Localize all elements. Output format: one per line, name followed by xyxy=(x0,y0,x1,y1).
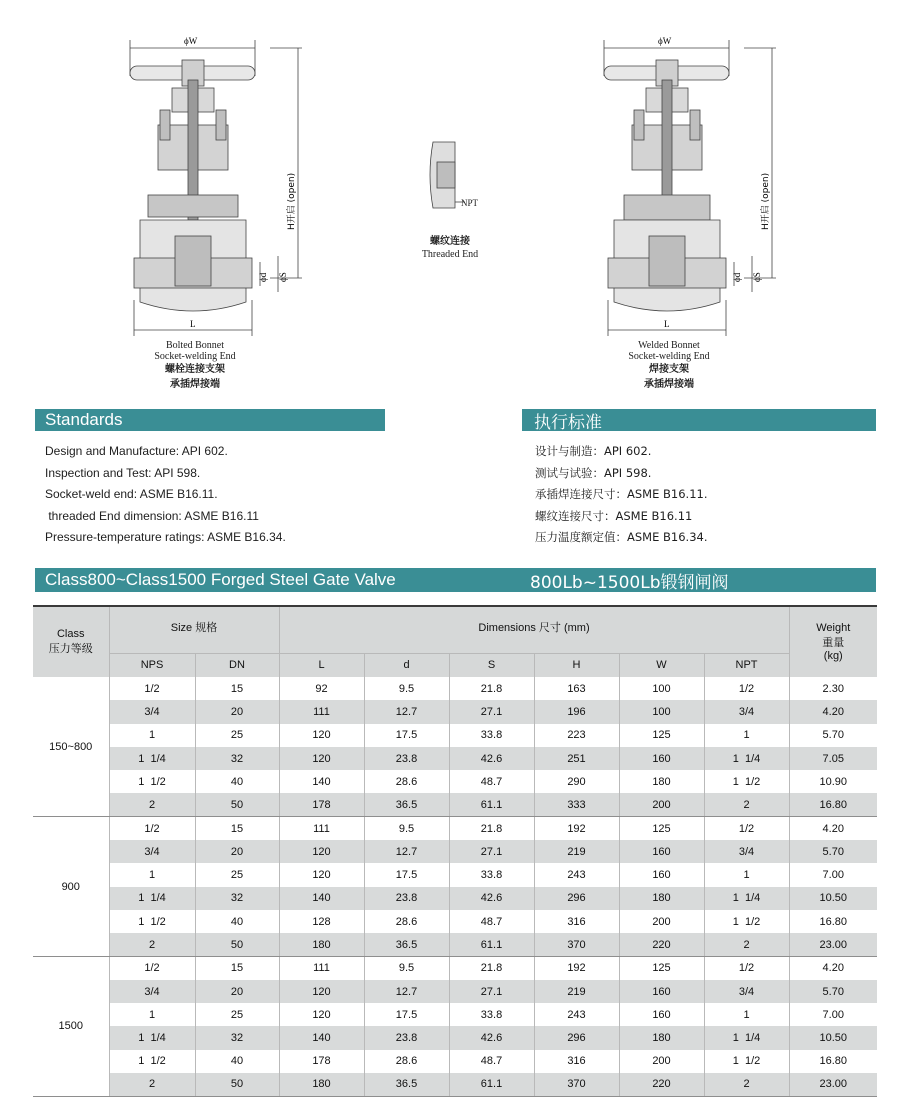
table-cell: 160 xyxy=(619,747,704,770)
table-cell: 32 xyxy=(195,747,279,770)
class-cell: 150~800 xyxy=(33,677,109,817)
table-cell: 92 xyxy=(279,677,364,700)
table-cell: 42.6 xyxy=(449,887,534,910)
npt-label: NPT xyxy=(461,198,479,208)
caption-cn-line1: 螺栓连接支架 xyxy=(165,364,225,375)
table-cell: 125 xyxy=(619,957,704,980)
table-cell: 111 xyxy=(279,817,364,840)
table-cell: 180 xyxy=(619,887,704,910)
product-title-bar xyxy=(35,568,876,592)
table-cell: 5.70 xyxy=(789,980,877,1003)
dim-s-label: ϕS xyxy=(752,272,762,282)
table-cell: 200 xyxy=(619,1050,704,1073)
table-cell: 3/4 xyxy=(704,700,789,723)
table-cell: 42.6 xyxy=(449,747,534,770)
table-cell: 178 xyxy=(279,1050,364,1073)
table-cell: 48.7 xyxy=(449,910,534,933)
col-header-d: d xyxy=(364,653,449,677)
table-cell: 28.6 xyxy=(364,910,449,933)
table-cell: 25 xyxy=(195,863,279,886)
table-cell: 1 xyxy=(109,863,195,886)
table-cell: 1/2 xyxy=(109,957,195,980)
table-cell: 10.50 xyxy=(789,1026,877,1049)
table-cell: 16.80 xyxy=(789,793,877,816)
table-cell: 27.1 xyxy=(449,700,534,723)
table-cell: 1 1/2 xyxy=(704,770,789,793)
table-cell: 50 xyxy=(195,793,279,816)
table-cell: 1/2 xyxy=(109,677,195,700)
dim-h-label: H开启 (open) xyxy=(287,172,297,230)
dim-d-label: ϕd xyxy=(732,272,742,282)
table-cell: 1 xyxy=(704,724,789,747)
table-cell: 7.05 xyxy=(789,747,877,770)
table-cell: 17.5 xyxy=(364,724,449,747)
standards-en-item: Pressure-temperature ratings: ASME B16.34. xyxy=(45,530,286,544)
table-cell: 10.90 xyxy=(819,775,848,788)
table-cell: 7.00 xyxy=(822,869,844,882)
right-valve-drawing xyxy=(594,30,794,340)
table-cell: 1 1/4 xyxy=(704,887,789,910)
table-cell: 370 xyxy=(534,1073,619,1096)
col-header-dn: DN xyxy=(195,653,279,677)
standards-cn-list xyxy=(535,441,895,549)
threaded-caption-cn: 螺纹连接 xyxy=(430,236,470,247)
table-cell: 33.8 xyxy=(449,724,534,747)
table-cell: 1/2 xyxy=(704,677,789,700)
table-cell: 27.1 xyxy=(449,980,534,1003)
table-cell: 160 xyxy=(619,840,704,863)
table-cell: 316 xyxy=(534,1050,619,1073)
table-cell: 21.8 xyxy=(449,817,534,840)
table-cell: 1/2 xyxy=(704,957,789,980)
table-cell: 192 xyxy=(534,817,619,840)
table-row xyxy=(33,1050,877,1073)
table-cell: 32 xyxy=(195,1026,279,1049)
table-cell: 23.8 xyxy=(364,887,449,910)
caption-en-line2: Socket-welding End xyxy=(628,351,710,362)
table-cell: 1 1/2 xyxy=(109,910,195,933)
header-weight-unit: (kg) xyxy=(823,650,843,662)
product-title-cn: 800Lb~1500Lb锻钢闸阀 xyxy=(530,572,729,593)
table-cell: 61.1 xyxy=(449,1073,534,1096)
dim-s-label: ϕS xyxy=(278,272,288,282)
header-weight xyxy=(789,606,877,677)
table-cell: 15 xyxy=(195,957,279,980)
table-cell: 61.1 xyxy=(449,933,534,956)
header-dimensions: Dimensions 尺寸 (mm) xyxy=(279,606,789,653)
table-cell: 120 xyxy=(279,747,364,770)
table-cell: 111 xyxy=(279,957,364,980)
table-cell: 1 1/2 xyxy=(704,910,789,933)
standards-en-list xyxy=(45,441,465,549)
table-cell: 160 xyxy=(619,1003,704,1026)
table-cell: 25 xyxy=(195,724,279,747)
header-weight-cn: 重量 xyxy=(822,637,845,649)
table-cell: 1 1/4 xyxy=(109,1026,195,1049)
table-cell: 200 xyxy=(619,910,704,933)
table-cell: 219 xyxy=(534,980,619,1003)
table-cell: 1 xyxy=(109,724,195,747)
table-cell: 9.5 xyxy=(364,677,449,700)
right-drawing-caption xyxy=(594,340,744,392)
standards-en-title: Standards xyxy=(45,410,123,429)
table-cell: 128 xyxy=(279,910,364,933)
table-cell: 120 xyxy=(279,980,364,1003)
threaded-end-drawing xyxy=(425,140,495,215)
table-cell: 1 1/4 xyxy=(109,887,195,910)
table-cell: 4.20 xyxy=(789,700,877,723)
table-cell: 163 xyxy=(534,677,619,700)
caption-en-line1: Bolted Bonnet xyxy=(165,340,225,351)
table-cell: 125 xyxy=(619,724,704,747)
table-cell: 3/4 xyxy=(109,840,195,863)
table-cell: 1 1/4 xyxy=(109,747,195,770)
left-drawing-caption xyxy=(120,340,270,392)
table-row xyxy=(33,817,877,840)
table-cell: 219 xyxy=(534,840,619,863)
table-row xyxy=(33,1026,877,1049)
dim-w-label: ϕW xyxy=(184,36,198,46)
table-cell: 3/4 xyxy=(109,700,195,723)
table-cell: 111 xyxy=(279,700,364,723)
table-cell: 2 xyxy=(704,933,789,956)
table-cell: 1 xyxy=(704,1003,789,1026)
table-cell: 2 xyxy=(704,1073,789,1096)
caption-cn-line2: 承插焊接端 xyxy=(644,379,694,390)
table-cell: 223 xyxy=(534,724,619,747)
table-row xyxy=(33,840,877,863)
caption-cn-line2: 承插焊接端 xyxy=(170,379,220,390)
table-cell: 180 xyxy=(619,770,704,793)
table-cell: 333 xyxy=(534,793,619,816)
table-cell: 20 xyxy=(195,700,279,723)
table-cell: 9.5 xyxy=(364,957,449,980)
table-cell: 16.80 xyxy=(819,1055,848,1068)
table-cell: 21.8 xyxy=(449,957,534,980)
table-cell: 12.7 xyxy=(364,840,449,863)
table-cell: 2 xyxy=(109,1073,195,1096)
standards-en-item: Socket-weld end: ASME B16.11. xyxy=(45,487,218,501)
table-cell: 1/2 xyxy=(704,817,789,840)
table-cell: 1 xyxy=(109,1003,195,1026)
table-cell: 36.5 xyxy=(364,1073,449,1096)
standards-en-item: Inspection and Test: API 598. xyxy=(45,465,201,480)
caption-en-line2: Socket-welding End xyxy=(154,351,236,362)
table-cell: 33.8 xyxy=(449,863,534,886)
dim-d-label: ϕd xyxy=(258,272,268,282)
col-header-w: W xyxy=(619,653,704,677)
table-cell: 100 xyxy=(619,677,704,700)
table-row xyxy=(33,677,877,700)
table-cell: 23.8 xyxy=(364,747,449,770)
caption-cn-line1: 焊接支架 xyxy=(649,364,689,375)
table-cell: 192 xyxy=(534,957,619,980)
table-row xyxy=(33,700,877,723)
table-cell: 3/4 xyxy=(704,980,789,1003)
table-cell: 1 1/4 xyxy=(704,1026,789,1049)
dimensions-table xyxy=(33,605,877,1097)
table-row xyxy=(33,1073,877,1096)
standards-cn-item: 承插焊连接尺寸：ASME B16.11. xyxy=(535,487,708,501)
table-cell: 36.5 xyxy=(364,793,449,816)
table-row xyxy=(33,770,877,793)
table-cell: 178 xyxy=(279,793,364,816)
table-cell: 316 xyxy=(534,910,619,933)
table-cell: 17.5 xyxy=(364,863,449,886)
table-body xyxy=(33,677,877,1096)
table-cell: 200 xyxy=(619,793,704,816)
table-cell: 9.5 xyxy=(364,817,449,840)
standards-cn-item: 设计与制造：API 602. xyxy=(535,444,652,458)
table-cell: 33.8 xyxy=(449,1003,534,1026)
table-cell: 243 xyxy=(534,1003,619,1026)
standards-cn-item: 螺纹连接尺寸：ASME B16.11 xyxy=(535,508,693,523)
table-cell: 20 xyxy=(195,840,279,863)
table-cell: 5.70 xyxy=(789,840,877,863)
table-cell: 296 xyxy=(534,1026,619,1049)
threaded-caption-en: Threaded End xyxy=(421,249,479,260)
table-cell: 27.1 xyxy=(449,840,534,863)
left-valve-drawing xyxy=(120,30,320,340)
table-cell: 3/4 xyxy=(704,840,789,863)
table-cell: 40 xyxy=(195,770,279,793)
table-cell: 1 xyxy=(704,863,789,886)
table-cell: 100 xyxy=(619,700,704,723)
header-size: Size 规格 xyxy=(109,606,279,653)
table-cell: 296 xyxy=(534,887,619,910)
table-cell: 7.00 xyxy=(822,1008,844,1021)
table-cell: 23.00 xyxy=(789,933,877,956)
table-cell: 3/4 xyxy=(109,980,195,1003)
table-cell: 42.6 xyxy=(449,1026,534,1049)
standards-cn-item: 压力温度额定值：ASME B16.34. xyxy=(535,530,708,544)
table-cell: 48.7 xyxy=(449,1050,534,1073)
standards-en-item: threaded End dimension: ASME B16.11 xyxy=(45,508,259,523)
table-row xyxy=(33,1003,877,1026)
table-cell: 160 xyxy=(619,980,704,1003)
dim-w-label: ϕW xyxy=(658,36,672,46)
class-cell: 1500 xyxy=(33,957,109,1097)
col-header-nps: NPS xyxy=(109,653,195,677)
table-cell: 28.6 xyxy=(364,1050,449,1073)
table-cell: 220 xyxy=(619,933,704,956)
table-cell: 140 xyxy=(279,770,364,793)
table-cell: 180 xyxy=(279,933,364,956)
product-title-en: Class800~Class1500 Forged Steel Gate Valve xyxy=(45,570,396,589)
table-cell: 12.7 xyxy=(364,980,449,1003)
table-cell: 290 xyxy=(534,770,619,793)
standards-en-item: Design and Manufacture: API 602. xyxy=(45,444,228,458)
table-cell: 61.1 xyxy=(449,793,534,816)
table-cell: 15 xyxy=(195,817,279,840)
table-cell: 5.70 xyxy=(822,729,844,742)
table-cell: 180 xyxy=(279,1073,364,1096)
table-cell: 140 xyxy=(279,887,364,910)
table-cell: 160 xyxy=(619,863,704,886)
header-class xyxy=(33,606,109,677)
table-cell: 10.50 xyxy=(789,887,877,910)
table-cell: 15 xyxy=(195,677,279,700)
dimensions-table-wrap xyxy=(33,605,877,1097)
table-row xyxy=(33,910,877,933)
table-row xyxy=(33,863,877,886)
table-cell: 1 1/4 xyxy=(704,747,789,770)
table-cell: 1 1/2 xyxy=(109,770,195,793)
table-cell: 50 xyxy=(195,933,279,956)
table-cell: 20 xyxy=(195,980,279,1003)
header-class-cn: 压力等级 xyxy=(48,643,93,655)
standards-cn-title: 执行标准 xyxy=(534,412,602,432)
table-cell: 251 xyxy=(534,747,619,770)
table-cell: 23.8 xyxy=(364,1026,449,1049)
table-cell: 36.5 xyxy=(364,933,449,956)
table-cell: 25 xyxy=(195,1003,279,1026)
table-cell: 1 1/2 xyxy=(109,1050,195,1073)
table-cell: 120 xyxy=(279,724,364,747)
threaded-end-caption xyxy=(405,234,495,260)
table-cell: 40 xyxy=(195,910,279,933)
table-cell: 4.20 xyxy=(822,822,844,835)
table-cell: 120 xyxy=(279,840,364,863)
table-row xyxy=(33,933,877,956)
table-row xyxy=(33,957,877,980)
table-cell: 23.00 xyxy=(789,1073,877,1096)
table-cell: 243 xyxy=(534,863,619,886)
header-weight-en: Weight xyxy=(816,622,851,634)
table-cell: 120 xyxy=(279,1003,364,1026)
table-row xyxy=(33,793,877,816)
table-cell: 140 xyxy=(279,1026,364,1049)
table-cell: 1 1/2 xyxy=(704,1050,789,1073)
caption-en-line1: Welded Bonnet xyxy=(638,340,700,351)
table-cell: 180 xyxy=(619,1026,704,1049)
table-cell: 2 xyxy=(704,793,789,816)
dim-l-label: L xyxy=(664,319,670,329)
table-cell: 16.80 xyxy=(819,915,848,928)
table-cell: 32 xyxy=(195,887,279,910)
table-cell: 120 xyxy=(279,863,364,886)
standards-cn-item: 测试与试验：API 598. xyxy=(535,465,652,480)
table-cell: 21.8 xyxy=(449,677,534,700)
table-cell: 196 xyxy=(534,700,619,723)
table-row xyxy=(33,887,877,910)
table-cell: 12.7 xyxy=(364,700,449,723)
table-row xyxy=(33,747,877,770)
table-cell: 40 xyxy=(195,1050,279,1073)
table-cell: 48.7 xyxy=(449,770,534,793)
table-cell: 2 xyxy=(109,793,195,816)
table-cell: 125 xyxy=(619,817,704,840)
col-header-npt: NPT xyxy=(704,653,789,677)
table-cell: 4.20 xyxy=(822,962,844,975)
class-cell: 900 xyxy=(33,817,109,957)
table-cell: 220 xyxy=(619,1073,704,1096)
table-cell: 28.6 xyxy=(364,770,449,793)
dim-h-label: H开启 (open) xyxy=(761,172,771,230)
table-cell: 2 xyxy=(109,933,195,956)
header-class-en: Class xyxy=(56,628,85,640)
table-row xyxy=(33,724,877,747)
table-cell: 1/2 xyxy=(109,817,195,840)
table-cell: 17.5 xyxy=(364,1003,449,1026)
col-header-s: S xyxy=(449,653,534,677)
col-header-l: L xyxy=(279,653,364,677)
table-cell: 2.30 xyxy=(822,682,844,695)
table-cell: 50 xyxy=(195,1073,279,1096)
dim-l-label: L xyxy=(190,319,196,329)
table-row xyxy=(33,980,877,1003)
table-cell: 370 xyxy=(534,933,619,956)
col-header-h: H xyxy=(534,653,619,677)
